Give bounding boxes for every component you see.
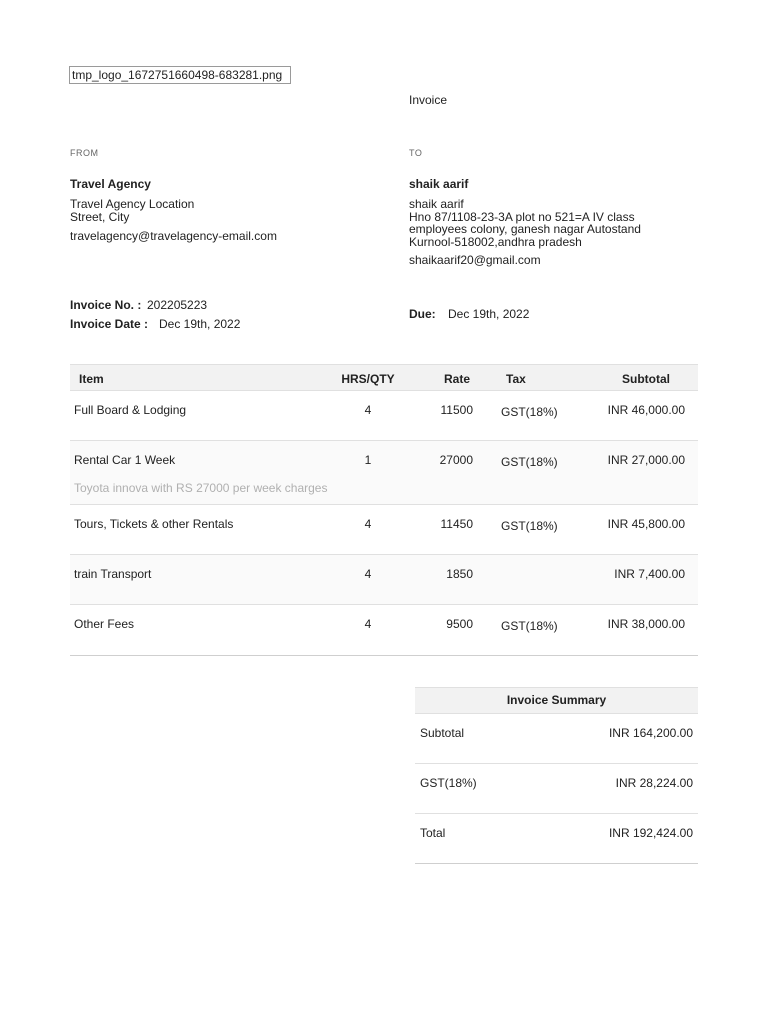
table-row (70, 505, 698, 555)
invoice-no-label: Invoice No. : (70, 298, 142, 312)
row-rate: 11450 (440, 517, 473, 531)
row-item: Rental Car 1 Week (74, 453, 176, 467)
from-address-line: Travel Agency Location (70, 197, 195, 211)
to-address (409, 198, 641, 248)
from-email: travelagency@travelagency-email.com (70, 229, 277, 243)
table-row (70, 605, 698, 655)
items-table-header (70, 364, 698, 391)
to-address-line: employees colony, ganesh nagar Autostand (409, 222, 641, 236)
row-tax: GST(18%) (501, 519, 558, 533)
summary-label: GST(18%) (420, 776, 477, 790)
invoice-summary (415, 687, 698, 864)
from-address-line: Street, City (70, 209, 130, 224)
from-name: Travel Agency (70, 177, 151, 191)
row-description: Toyota innova with RS 27000 per week charges (74, 481, 328, 495)
to-address-line: shaik aarif (409, 197, 464, 211)
summary-row (415, 764, 698, 814)
row-item: Tours, Tickets & other Rentals (74, 517, 234, 531)
from-address (70, 198, 194, 223)
header-qty: HRS/QTY (341, 372, 395, 386)
row-qty: 4 (364, 517, 372, 531)
summary-row (415, 714, 698, 764)
summary-value: INR 164,200.00 (608, 726, 693, 740)
to-email: shaikaarif20@gmail.com (409, 253, 541, 267)
row-qty: 4 (364, 567, 372, 581)
header-rate: Rate (443, 372, 470, 386)
to-address-line: Hno 87/1108-23-3A plot no 521=A IV class (409, 209, 635, 224)
table-row (70, 391, 698, 441)
logo-placeholder: tmp_logo_1672751660498-683281.png (69, 66, 291, 84)
table-row (70, 555, 698, 605)
document-title: Invoice (409, 93, 448, 107)
row-subtotal: INR 27,000.00 (607, 453, 685, 467)
row-rate: 1850 (446, 567, 473, 581)
from-label: FROM (70, 148, 99, 158)
row-subtotal: INR 7,400.00 (614, 567, 685, 581)
header-tax: Tax (506, 372, 526, 386)
invoice-date-label: Invoice Date : (70, 317, 149, 331)
row-rate: 27000 (439, 453, 473, 467)
table-row (70, 441, 698, 505)
summary-value: INR 192,424.00 (608, 826, 693, 840)
row-rate: 11500 (440, 403, 473, 417)
summary-label: Subtotal (420, 726, 465, 740)
row-rate: 9500 (446, 617, 473, 631)
summary-row (415, 814, 698, 864)
row-tax: GST(18%) (501, 405, 558, 419)
row-qty: 1 (364, 453, 372, 467)
items-table (70, 364, 698, 656)
row-tax: GST(18%) (501, 455, 558, 469)
summary-title: Invoice Summary (415, 687, 698, 714)
row-subtotal: INR 46,000.00 (607, 403, 685, 417)
row-tax: GST(18%) (501, 619, 558, 633)
due-label: Due: (409, 307, 436, 321)
row-subtotal: INR 45,800.00 (607, 517, 685, 531)
summary-value: INR 28,224.00 (615, 776, 693, 790)
row-qty: 4 (364, 403, 372, 417)
header-item: Item (79, 372, 104, 386)
row-item: train Transport (74, 567, 152, 581)
row-item: Other Fees (74, 617, 135, 631)
invoice-no-value: 202205223 (147, 298, 208, 312)
row-item: Full Board & Lodging (74, 403, 187, 417)
summary-label: Total (420, 826, 446, 840)
to-address-line: Kurnool-518002,andhra pradesh (409, 234, 582, 249)
to-label: TO (409, 148, 423, 158)
row-subtotal: INR 38,000.00 (607, 617, 685, 631)
invoice-date-value: Dec 19th, 2022 (159, 317, 241, 331)
header-subtotal: Subtotal (622, 372, 670, 386)
row-qty: 4 (364, 617, 372, 631)
to-name: shaik aarif (409, 177, 469, 191)
due-date-value: Dec 19th, 2022 (448, 307, 530, 321)
